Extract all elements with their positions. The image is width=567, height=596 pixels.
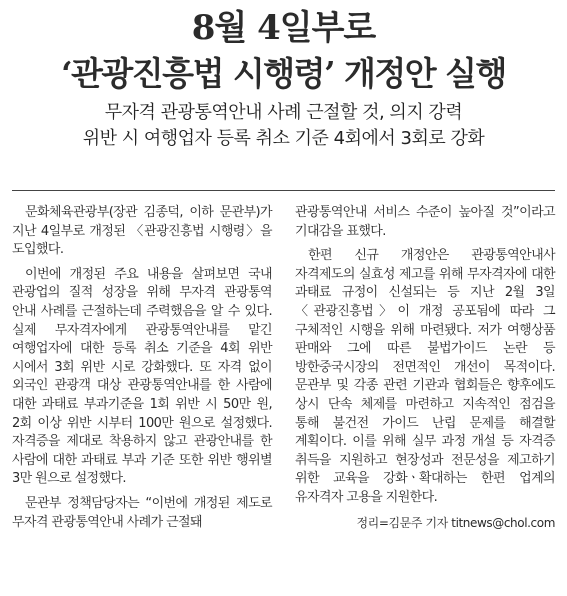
- headline-line-1: 8월 4일부로: [191, 8, 376, 48]
- paragraph: 한편 신규 개정안은 관광통역안내사 자격제도의 실효성 제고를 위해 무자격자에 대한 과태료 규정이 신설되는 등 지난 2월 3일 〈관광진흥법〉이 개정 공포됨에 따라 그 구체적인 시행을 위해 마련됐다. 저가 여행상품 판매와 그에 따른 불법가이드 논란 등 방한중국시장의 전면적인 개선이 목적이다. 문관부 및 각종 관련 기관과 협회들은 향후에도 상시 단속 체제를 마련하고 지속적인 점검을 통해 불건전 가이드 난립 문제를 해결할 계획이다. 이를 위해 실무 과정 개설 등 자격증 취득을 지원하고 현장성과 전문성을 제고하기 위한 교육을 강화ㆍ확대하는 한편 업계의 유자격자 고용을 지원한다.: [295, 248, 555, 505]
- article-page: [0, 8, 567, 596]
- article-column-right: [295, 194, 555, 590]
- article-header: [12, 8, 555, 152]
- paragraph: 문관부 정책담당자는 “이번에 개정된 제도로 무자격 관광통역안내 사례가 근절돼: [12, 495, 272, 530]
- headline-line-2: ‘관광진흥법 시행령’ 개정안 실행: [61, 54, 506, 93]
- subheadline-line-1: 무자격 관광통역안내 사례 근절할 것, 의지 강력: [104, 102, 463, 123]
- paragraph: 관광통역안내 서비스 수준이 높아질 것”이라고 기대감을 표했다.: [295, 205, 555, 239]
- byline: 정리=김문주 기자 titnews@chol.com: [356, 515, 555, 530]
- subheadline-line-2: 위반 시 여행업자 등록 취소 기준 4회에서 3회로 강화: [82, 128, 485, 149]
- header-divider: [12, 190, 555, 191]
- paragraph: 이번에 개정된 주요 내용을 살펴보면 국내 관광업의 질적 성장을 위해 무자격 관광통역 안내 사례를 근절하는데 주력했음을 알 수 있다. 실제 무자격자에게 관광통역안내를 맡긴 여행업자에 대한 등록 취소 기준을 4회 위반 시에서 3회 위반 시로 강화했다. 또 자격 없이 외국인 관광객 대상 관광통역안내를 한 사람에 대한 과태료 부과기준을 1회 위반 시 50만 원, 2회 이상 위반 시부터 100만 원으로 설정했다. 자격증을 제대로 착용하지 않고 관광안내를 한 사람에 대한 과태료 부과 기준 또한 위반 행위별 3만 원으로 설정했다.: [12, 266, 272, 487]
- paragraph: 문화체육관광부(장관 김종덕, 이하 문관부)가 지난 4일부로 개정된 〈관광진흥법 시행령〉을 도입했다.: [12, 205, 272, 258]
- article-body: [12, 194, 555, 590]
- article-column-left: [12, 194, 272, 590]
